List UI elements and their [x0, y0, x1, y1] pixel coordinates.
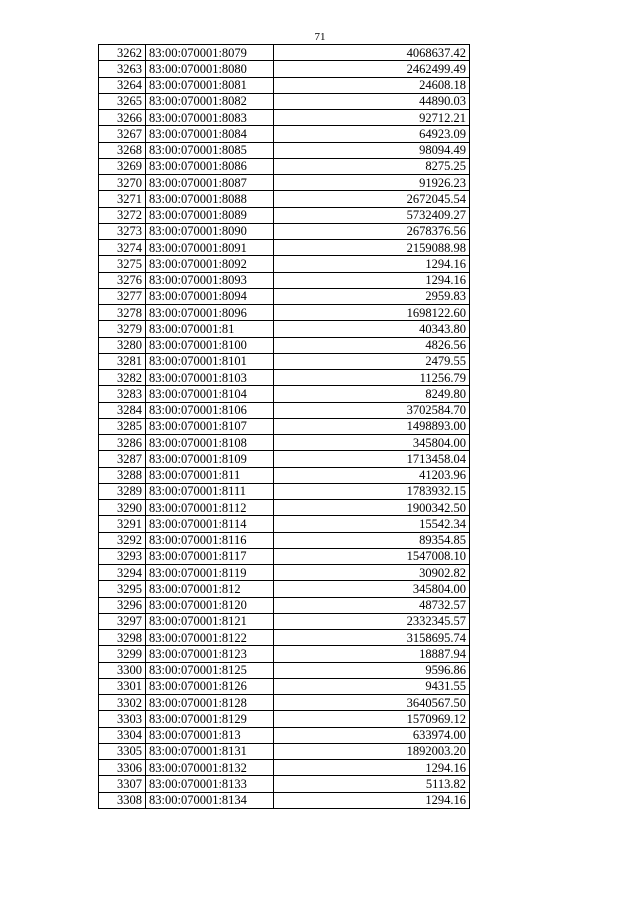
table-row — [99, 630, 470, 646]
table-row — [99, 77, 470, 93]
table-row — [99, 565, 470, 581]
cadastral-number-cell: 83:00:070001:8120 — [146, 597, 274, 613]
row-number-cell: 3265 — [99, 93, 146, 109]
row-number-cell: 3278 — [99, 305, 146, 321]
cadastral-number-cell: 83:00:070001:8133 — [146, 776, 274, 792]
row-number-cell: 3284 — [99, 402, 146, 418]
table-row — [99, 418, 470, 434]
value-cell: 1294.16 — [274, 272, 470, 288]
cadastral-number-cell: 83:00:070001:8096 — [146, 305, 274, 321]
cadastral-number-cell: 83:00:070001:813 — [146, 727, 274, 743]
value-cell: 1547008.10 — [274, 548, 470, 564]
cadastral-number-cell: 83:00:070001:812 — [146, 581, 274, 597]
cadastral-number-cell: 83:00:070001:8125 — [146, 662, 274, 678]
cadastral-number-cell: 83:00:070001:8119 — [146, 565, 274, 581]
cadastral-number-cell: 83:00:070001:8111 — [146, 483, 274, 499]
table-row — [99, 45, 470, 61]
value-cell: 40343.80 — [274, 321, 470, 337]
cadastral-number-cell: 83:00:070001:8080 — [146, 61, 274, 77]
value-cell: 1294.16 — [274, 256, 470, 272]
table-row — [99, 110, 470, 126]
table-row — [99, 760, 470, 776]
value-cell: 4068637.42 — [274, 45, 470, 61]
row-number-cell: 3286 — [99, 435, 146, 451]
table-row — [99, 711, 470, 727]
row-number-cell: 3301 — [99, 678, 146, 694]
table-row — [99, 646, 470, 662]
row-number-cell: 3277 — [99, 288, 146, 304]
row-number-cell: 3296 — [99, 597, 146, 613]
table-row — [99, 581, 470, 597]
value-cell: 2672045.54 — [274, 191, 470, 207]
row-number-cell: 3268 — [99, 142, 146, 158]
table-row — [99, 305, 470, 321]
cadastral-number-cell: 83:00:070001:8092 — [146, 256, 274, 272]
value-cell: 1783932.15 — [274, 483, 470, 499]
row-number-cell: 3273 — [99, 223, 146, 239]
value-cell: 1698122.60 — [274, 305, 470, 321]
cadastral-number-cell: 83:00:070001:8109 — [146, 451, 274, 467]
row-number-cell: 3303 — [99, 711, 146, 727]
table-row — [99, 191, 470, 207]
cadastral-number-cell: 83:00:070001:8107 — [146, 418, 274, 434]
table-row — [99, 370, 470, 386]
cadastral-number-cell: 83:00:070001:8122 — [146, 630, 274, 646]
cadastral-number-cell: 83:00:070001:8116 — [146, 532, 274, 548]
row-number-cell: 3295 — [99, 581, 146, 597]
value-cell: 1900342.50 — [274, 500, 470, 516]
cadastral-number-cell: 83:00:070001:8087 — [146, 175, 274, 191]
value-cell: 48732.57 — [274, 597, 470, 613]
cadastral-number-cell: 83:00:070001:8079 — [146, 45, 274, 61]
cadastral-number-cell: 83:00:070001:8117 — [146, 548, 274, 564]
cadastral-number-cell: 83:00:070001:8112 — [146, 500, 274, 516]
value-cell: 15542.34 — [274, 516, 470, 532]
row-number-cell: 3290 — [99, 500, 146, 516]
page-number: 71 — [314, 31, 326, 43]
table-row — [99, 727, 470, 743]
value-cell: 1570969.12 — [274, 711, 470, 727]
value-cell: 3158695.74 — [274, 630, 470, 646]
row-number-cell: 3289 — [99, 483, 146, 499]
value-cell: 44890.03 — [274, 93, 470, 109]
cadastral-number-cell: 83:00:070001:8104 — [146, 386, 274, 402]
table-row — [99, 353, 470, 369]
row-number-cell: 3292 — [99, 532, 146, 548]
table-row — [99, 435, 470, 451]
row-number-cell: 3305 — [99, 743, 146, 759]
row-number-cell: 3281 — [99, 353, 146, 369]
value-cell: 92712.21 — [274, 110, 470, 126]
table-row — [99, 158, 470, 174]
row-number-cell: 3294 — [99, 565, 146, 581]
value-cell: 2479.55 — [274, 353, 470, 369]
cadastral-number-cell: 83:00:070001:8114 — [146, 516, 274, 532]
value-cell: 5732409.27 — [274, 207, 470, 223]
cadastral-number-cell: 83:00:070001:8121 — [146, 613, 274, 629]
value-cell: 2332345.57 — [274, 613, 470, 629]
cadastral-number-cell: 83:00:070001:8081 — [146, 77, 274, 93]
cadastral-number-cell: 83:00:070001:8128 — [146, 695, 274, 711]
table-row — [99, 207, 470, 223]
value-cell: 1498893.00 — [274, 418, 470, 434]
cadastral-number-cell: 83:00:070001:8093 — [146, 272, 274, 288]
cadastral-number-cell: 83:00:070001:8082 — [146, 93, 274, 109]
table-row — [99, 451, 470, 467]
row-number-cell: 3307 — [99, 776, 146, 792]
table-row — [99, 272, 470, 288]
value-cell: 41203.96 — [274, 467, 470, 483]
cadastral-number-cell: 83:00:070001:8086 — [146, 158, 274, 174]
table-row — [99, 337, 470, 353]
row-number-cell: 3264 — [99, 77, 146, 93]
value-cell: 1294.16 — [274, 792, 470, 808]
cadastral-number-cell: 83:00:070001:8106 — [146, 402, 274, 418]
table-row — [99, 126, 470, 142]
row-number-cell: 3282 — [99, 370, 146, 386]
value-cell: 8249.80 — [274, 386, 470, 402]
value-cell: 18887.94 — [274, 646, 470, 662]
cadastral-value-table — [98, 44, 470, 809]
cadastral-number-cell: 83:00:070001:8084 — [146, 126, 274, 142]
cadastral-number-cell: 83:00:070001:8083 — [146, 110, 274, 126]
row-number-cell: 3298 — [99, 630, 146, 646]
row-number-cell: 3299 — [99, 646, 146, 662]
value-cell: 1713458.04 — [274, 451, 470, 467]
table-body — [99, 45, 470, 809]
value-cell: 30902.82 — [274, 565, 470, 581]
value-cell: 98094.49 — [274, 142, 470, 158]
row-number-cell: 3287 — [99, 451, 146, 467]
table-row — [99, 776, 470, 792]
cadastral-number-cell: 83:00:070001:8123 — [146, 646, 274, 662]
value-cell: 2462499.49 — [274, 61, 470, 77]
table-row — [99, 743, 470, 759]
cadastral-number-cell: 83:00:070001:811 — [146, 467, 274, 483]
row-number-cell: 3275 — [99, 256, 146, 272]
value-cell: 1892003.20 — [274, 743, 470, 759]
table-row — [99, 532, 470, 548]
row-number-cell: 3266 — [99, 110, 146, 126]
table-row — [99, 386, 470, 402]
table-row — [99, 240, 470, 256]
table-row — [99, 93, 470, 109]
row-number-cell: 3306 — [99, 760, 146, 776]
row-number-cell: 3262 — [99, 45, 146, 61]
row-number-cell: 3293 — [99, 548, 146, 564]
value-cell: 1294.16 — [274, 760, 470, 776]
value-cell: 3702584.70 — [274, 402, 470, 418]
cadastral-number-cell: 83:00:070001:8094 — [146, 288, 274, 304]
cadastral-number-cell: 83:00:070001:8129 — [146, 711, 274, 727]
row-number-cell: 3285 — [99, 418, 146, 434]
value-cell: 64923.09 — [274, 126, 470, 142]
row-number-cell: 3272 — [99, 207, 146, 223]
table-row — [99, 61, 470, 77]
table-row — [99, 288, 470, 304]
row-number-cell: 3267 — [99, 126, 146, 142]
row-number-cell: 3308 — [99, 792, 146, 808]
table-row — [99, 142, 470, 158]
value-cell: 345804.00 — [274, 435, 470, 451]
cadastral-number-cell: 83:00:070001:8091 — [146, 240, 274, 256]
cadastral-number-cell: 83:00:070001:8126 — [146, 678, 274, 694]
table-row — [99, 321, 470, 337]
table-row — [99, 695, 470, 711]
cadastral-number-cell: 83:00:070001:8089 — [146, 207, 274, 223]
cadastral-number-cell: 83:00:070001:8090 — [146, 223, 274, 239]
row-number-cell: 3280 — [99, 337, 146, 353]
row-number-cell: 3276 — [99, 272, 146, 288]
row-number-cell: 3270 — [99, 175, 146, 191]
row-number-cell: 3279 — [99, 321, 146, 337]
table-row — [99, 613, 470, 629]
value-cell: 9431.55 — [274, 678, 470, 694]
cadastral-number-cell: 83:00:070001:8101 — [146, 353, 274, 369]
row-number-cell: 3283 — [99, 386, 146, 402]
cadastral-number-cell: 83:00:070001:8100 — [146, 337, 274, 353]
value-cell: 8275.25 — [274, 158, 470, 174]
value-cell: 2959.83 — [274, 288, 470, 304]
cadastral-number-cell: 83:00:070001:8088 — [146, 191, 274, 207]
row-number-cell: 3269 — [99, 158, 146, 174]
value-cell: 3640567.50 — [274, 695, 470, 711]
value-cell: 633974.00 — [274, 727, 470, 743]
row-number-cell: 3288 — [99, 467, 146, 483]
table-row — [99, 467, 470, 483]
table-row — [99, 792, 470, 808]
table-row — [99, 516, 470, 532]
cadastral-number-cell: 83:00:070001:8085 — [146, 142, 274, 158]
row-number-cell: 3300 — [99, 662, 146, 678]
value-cell: 11256.79 — [274, 370, 470, 386]
value-cell: 91926.23 — [274, 175, 470, 191]
cadastral-number-cell: 83:00:070001:8134 — [146, 792, 274, 808]
table-row — [99, 175, 470, 191]
row-number-cell: 3274 — [99, 240, 146, 256]
table-row — [99, 402, 470, 418]
value-cell: 2678376.56 — [274, 223, 470, 239]
value-cell: 5113.82 — [274, 776, 470, 792]
cadastral-number-cell: 83:00:070001:8108 — [146, 435, 274, 451]
table-row — [99, 597, 470, 613]
row-number-cell: 3263 — [99, 61, 146, 77]
value-cell: 4826.56 — [274, 337, 470, 353]
row-number-cell: 3297 — [99, 613, 146, 629]
row-number-cell: 3271 — [99, 191, 146, 207]
row-number-cell: 3304 — [99, 727, 146, 743]
value-cell: 89354.85 — [274, 532, 470, 548]
table-row — [99, 223, 470, 239]
cadastral-number-cell: 83:00:070001:81 — [146, 321, 274, 337]
table-row — [99, 256, 470, 272]
value-cell: 2159088.98 — [274, 240, 470, 256]
row-number-cell: 3291 — [99, 516, 146, 532]
value-cell: 345804.00 — [274, 581, 470, 597]
value-cell: 24608.18 — [274, 77, 470, 93]
table-row — [99, 662, 470, 678]
table-row — [99, 678, 470, 694]
value-cell: 9596.86 — [274, 662, 470, 678]
table-row — [99, 548, 470, 564]
table-row — [99, 500, 470, 516]
table-row — [99, 483, 470, 499]
row-number-cell: 3302 — [99, 695, 146, 711]
cadastral-number-cell: 83:00:070001:8103 — [146, 370, 274, 386]
cadastral-number-cell: 83:00:070001:8131 — [146, 743, 274, 759]
cadastral-number-cell: 83:00:070001:8132 — [146, 760, 274, 776]
